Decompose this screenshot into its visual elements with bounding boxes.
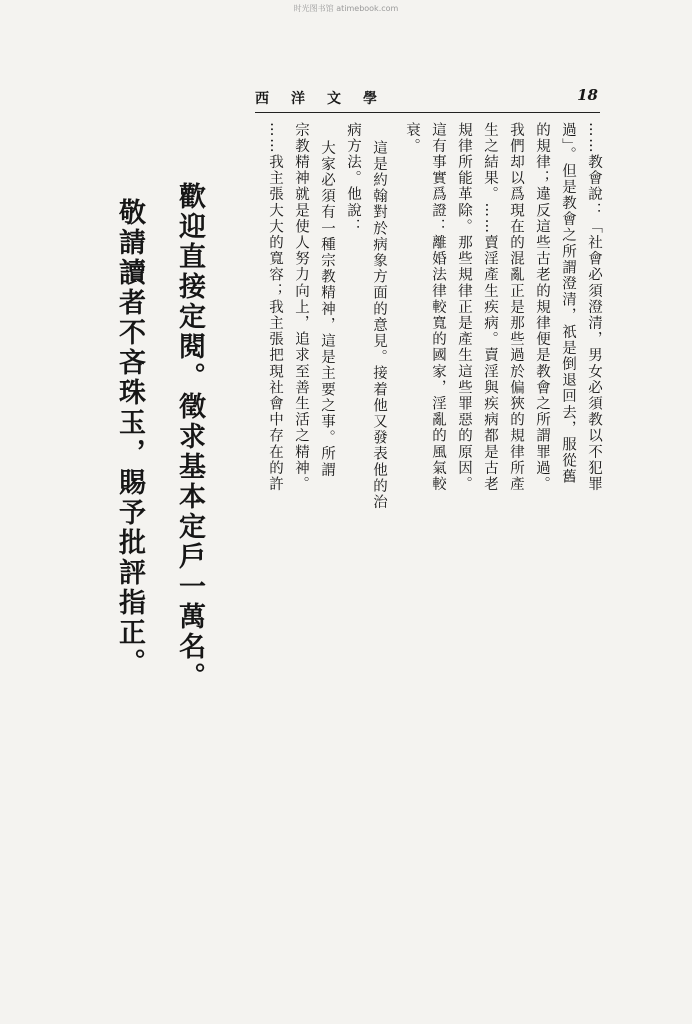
text-column: 病方法。他說： (345, 122, 361, 235)
subscription-notice: 歡迎直接定閱。徵求基本定戶一萬名。 (174, 182, 205, 692)
text-column: 生之結果。……賣淫產生疾病。賣淫與疾病都是古老 (482, 122, 498, 493)
text-column: 我們却以爲現在的混亂正是那些過於偏狹的規律所產 (508, 122, 524, 493)
text-column: 宗教精神就是使人努力向上，追求至善生活之精神。 (293, 122, 309, 493)
text-column: 衰。 (404, 122, 420, 155)
journal-title: 西洋文學 (255, 91, 399, 107)
text-column: ……我主張大大的寬容；我主張把現社會中存在的許 (267, 122, 283, 493)
watermark: 时光图书馆 atimebook.com (293, 4, 399, 13)
text-column: 大家必須有一種宗教精神，這是主要之事。所謂 (319, 140, 335, 479)
text-column: 這有事實爲證：離婚法律較寬的國家，淫亂的風氣較 (430, 122, 446, 493)
text-column: 這是約翰對於病象方面的意見。接着他又發表他的治 (371, 140, 387, 511)
text-column: 的規律；違反這些古老的規律便是教會之所謂罪過。 (534, 122, 550, 493)
text-column: 過」。但是教會之所謂澄清，祇是倒退回去，服從舊 (560, 122, 576, 486)
text-column: ……教會說：「社會必須澄清，男女必須教以不犯罪 (586, 122, 602, 493)
text-column: 規律所能革除。那些規律正是產生這些罪惡的原因。 (456, 122, 472, 493)
feedback-notice: 敬請讀者不吝珠玉，賜予批評指正。 (114, 198, 145, 678)
running-header (255, 88, 600, 113)
page-number: 18 (577, 86, 598, 104)
